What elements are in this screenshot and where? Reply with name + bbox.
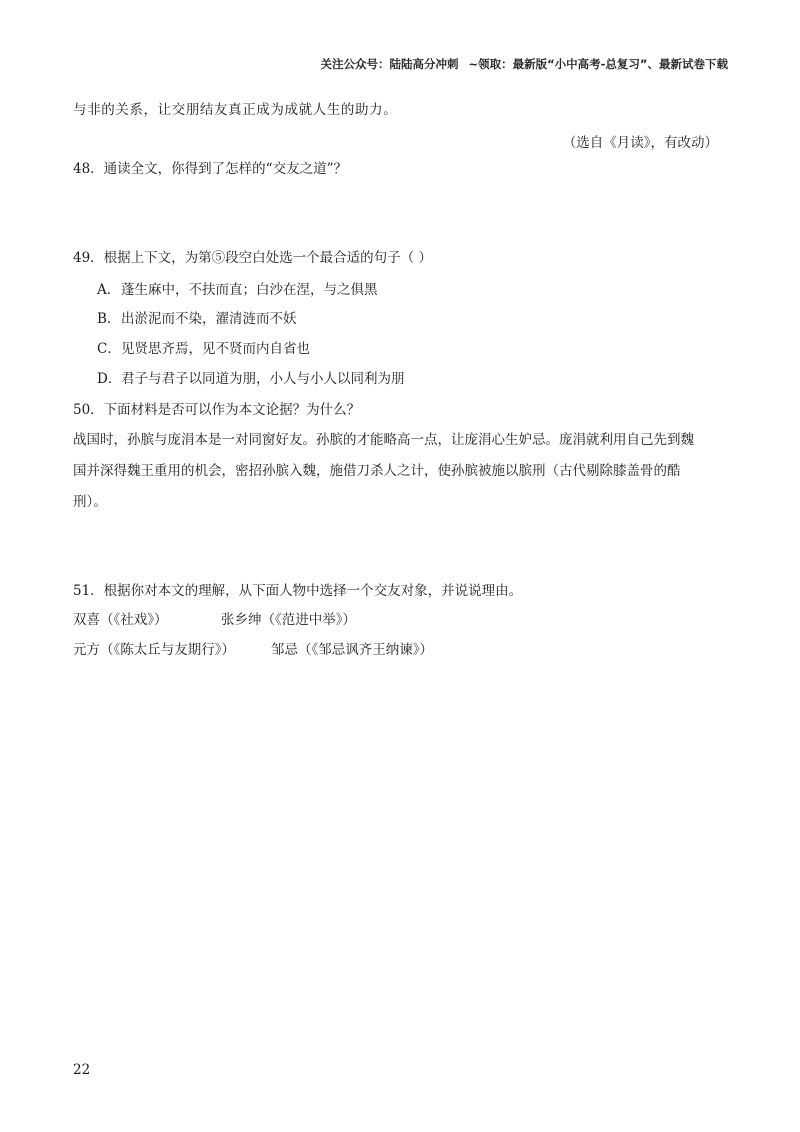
option-b-letter: B． — [97, 311, 121, 327]
header-promo-text: ~领取：最新版“小中高考-总复习”、最新试卷下载 — [468, 57, 728, 71]
person-zouji: 邹忌（《邹忌讽齐王纳谏》） — [271, 642, 433, 658]
option-c — [97, 340, 310, 358]
material-line-1: 战国时，孙膑与庞涓本是一对同窗好友。孙膑的才能略高一点，让庞涓心生妒忌。庞涓就利用自己先到魏 — [73, 432, 694, 448]
person-shuangxi: 双喜（《社戏》） — [73, 612, 168, 628]
option-a — [97, 281, 378, 299]
persons-row-1 — [73, 611, 356, 629]
header-account-text: 关注公众号：陆陆高分冲刺 — [320, 57, 459, 71]
article-source: （选自《月读》，有改动） — [562, 135, 718, 151]
option-b — [97, 310, 297, 328]
persons-row-2 — [73, 641, 433, 659]
option-c-text: 见贤思齐焉，见不贤而内自省也 — [121, 341, 310, 357]
person-yuanfang: 元方（《陈太丘与友期行》） — [73, 642, 235, 658]
option-d-letter: D． — [97, 371, 122, 387]
option-d-text: 君子与君子以同道为朋，小人与小人以同利为朋 — [121, 371, 405, 387]
page-header — [320, 56, 728, 72]
material-line-2: 国并深得魏王重用的机会，密招孙膑入魏，施借刀杀人之计，使孙膑被施以膑刑（古代剔除膝盖骨的酷 — [73, 463, 681, 479]
question-49: 49．根据上下文，为第⑤段空白处选一个最合适的句子（ ） — [73, 250, 432, 266]
option-d — [97, 370, 405, 388]
page-number: 22 — [73, 1062, 91, 1078]
material-line-3: 刑）。 — [73, 494, 107, 510]
option-c-letter: C． — [97, 341, 121, 357]
option-b-text: 出淤泥而不染，濯清涟而不妖 — [121, 311, 297, 327]
question-51: 51．根据你对本文的理解，从下面人物中选择一个交友对象，并说说理由。 — [73, 583, 523, 599]
option-a-text: 蓬生麻中，不扶而直；白沙在涅，与之俱黑 — [121, 282, 378, 298]
question-48: 48．通读全文，你得到了怎样的“交友之道”？ — [73, 161, 347, 177]
option-a-letter: A． — [97, 282, 121, 298]
person-zhangxiangshen: 张乡绅（《范进中举》） — [221, 612, 356, 628]
article-tail-text: 与非的关系，让交朋结友真正成为成就人生的助力。 — [73, 102, 398, 118]
question-50: 50．下面材料是否可以作为本文论据？为什么？ — [73, 402, 361, 418]
